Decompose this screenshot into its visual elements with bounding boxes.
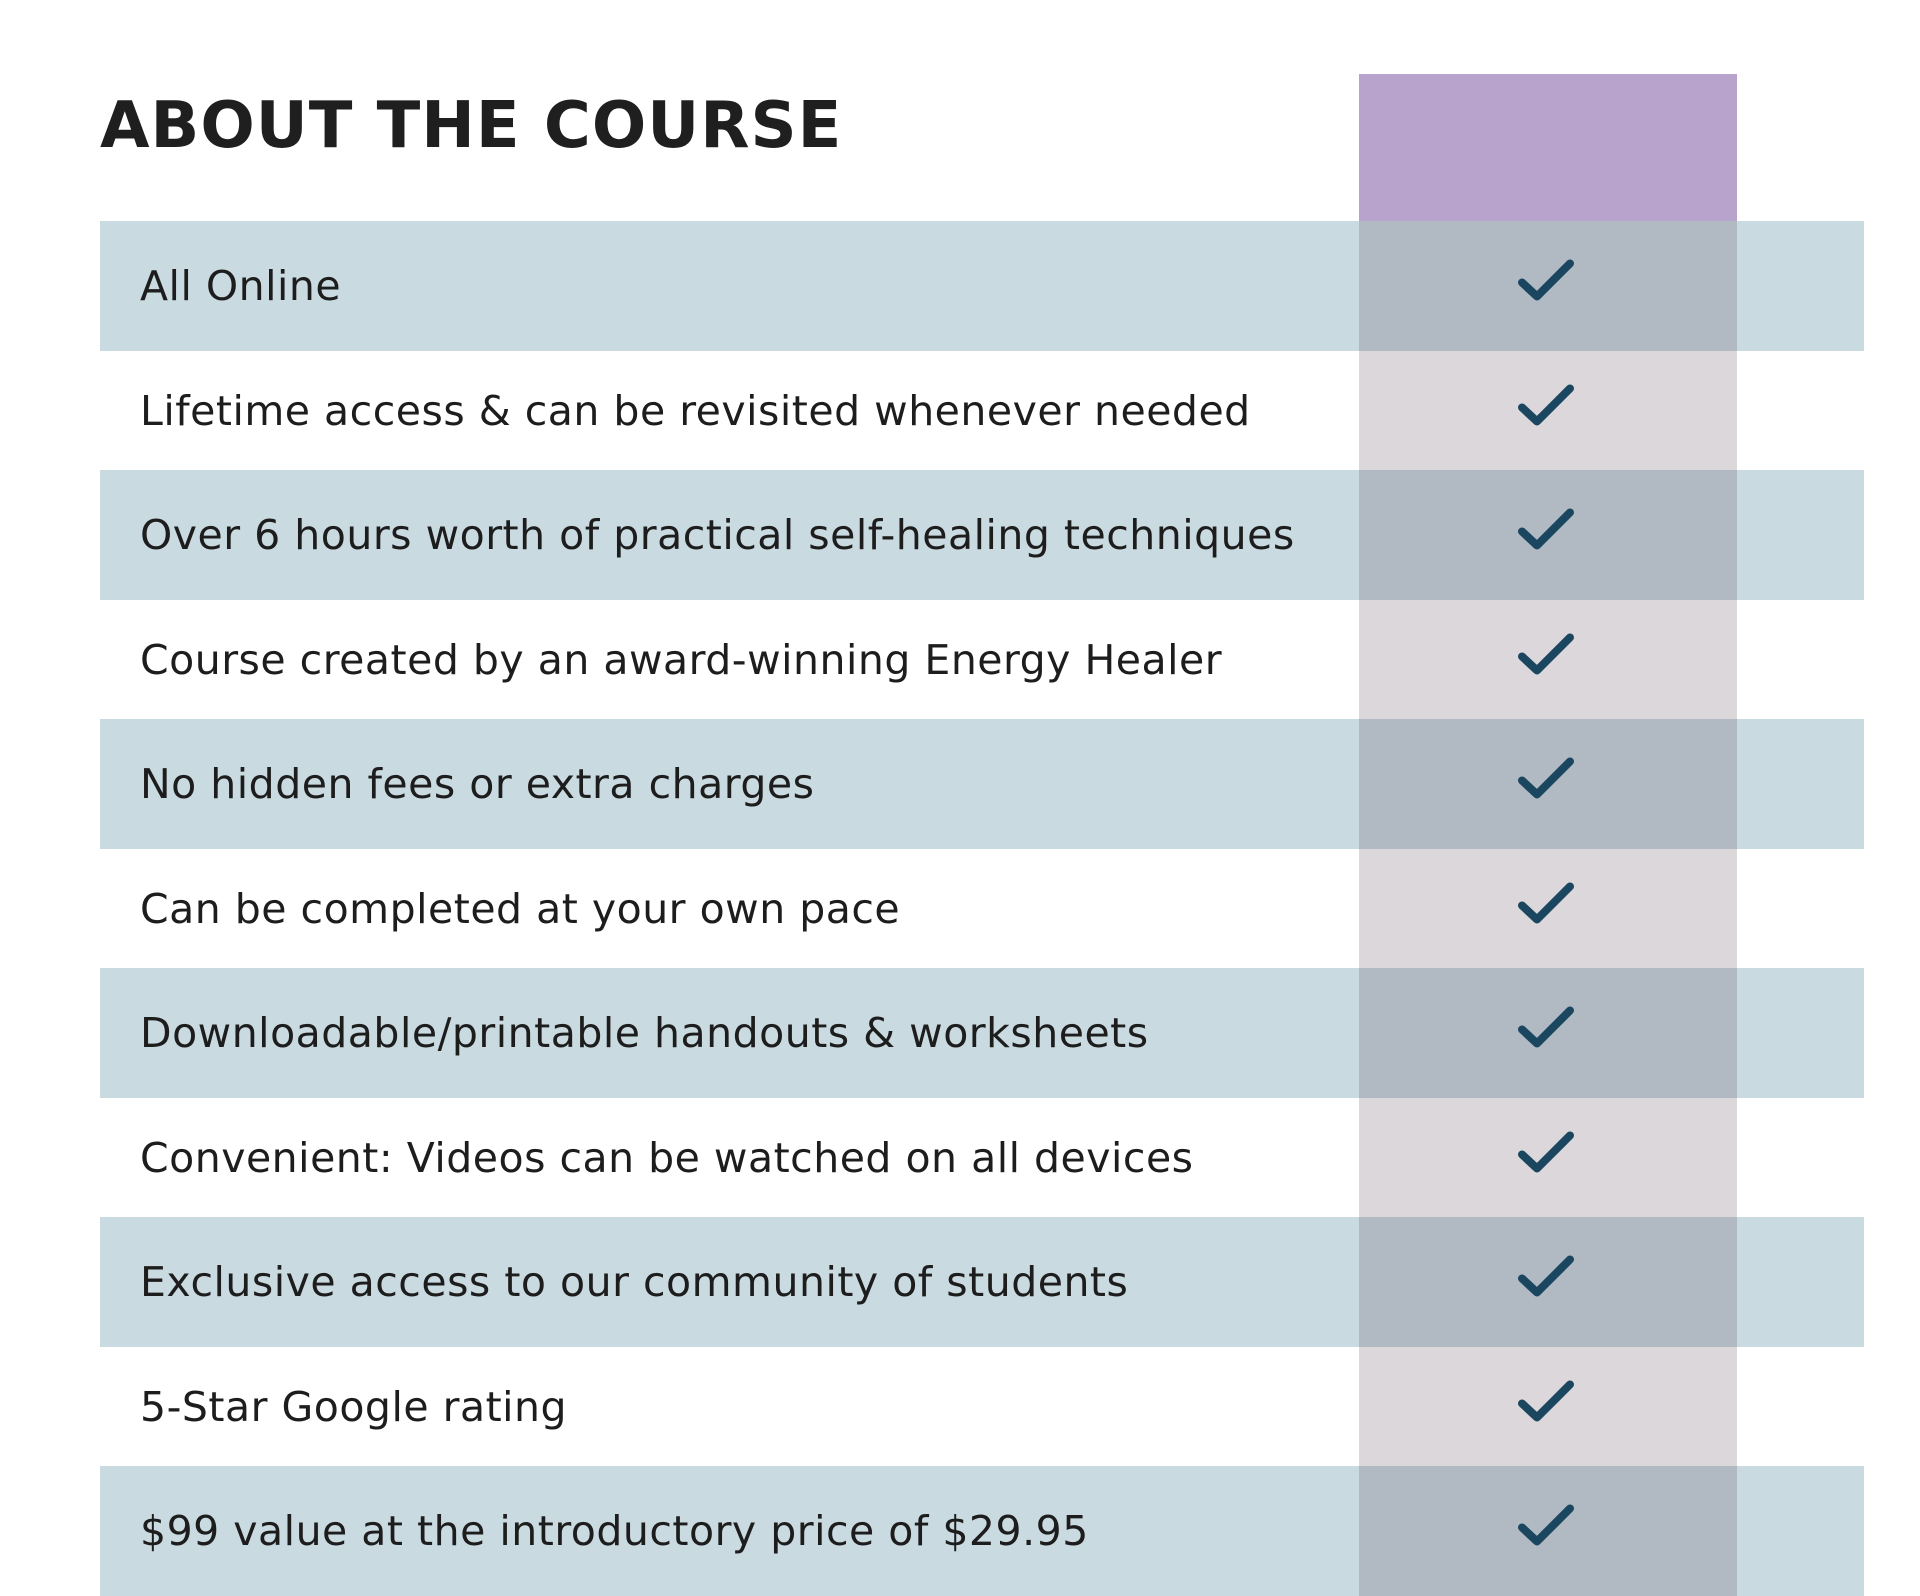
row-label: Convenient: Videos can be watched on all devices (140, 1133, 1194, 1182)
table-row (100, 1098, 1864, 1217)
table-row (100, 351, 1864, 470)
table-row (100, 719, 1864, 849)
feature-column-header (1359, 74, 1737, 221)
check-icon (1517, 1502, 1575, 1548)
row-label: 5-Star Google rating (140, 1382, 568, 1431)
check-cell (1359, 849, 1737, 968)
table-row (100, 1347, 1864, 1466)
check-icon (1517, 1004, 1575, 1050)
table-row (100, 1217, 1864, 1347)
row-label: All Online (140, 262, 342, 310)
check-cell (1359, 221, 1737, 351)
table-row (100, 600, 1864, 719)
check-cell (1359, 1347, 1737, 1466)
check-icon (1517, 257, 1575, 303)
check-icon (1517, 1129, 1575, 1175)
row-label: Can be completed at your own pace (140, 884, 901, 933)
table-row (100, 470, 1864, 600)
check-cell (1359, 1098, 1737, 1217)
table-row (100, 968, 1864, 1098)
check-cell (1359, 351, 1737, 470)
table-row (100, 849, 1864, 968)
page-title: ABOUT THE COURSE (100, 89, 843, 163)
check-cell (1359, 600, 1737, 719)
row-label: Downloadable/printable handouts & worksheets (140, 1009, 1149, 1057)
row-label: No hidden fees or extra charges (140, 760, 815, 808)
check-icon (1517, 1253, 1575, 1299)
row-label: Over 6 hours worth of practical self-healing techniques (140, 511, 1295, 559)
row-label: $99 value at the introductory price of $29.95 (140, 1507, 1089, 1555)
check-icon (1517, 755, 1575, 801)
check-icon (1517, 382, 1575, 428)
check-icon (1517, 506, 1575, 552)
table-row (100, 1466, 1864, 1596)
table-row (100, 221, 1864, 351)
check-cell (1359, 719, 1737, 849)
check-cell (1359, 1466, 1737, 1596)
features-table (100, 221, 1864, 1596)
check-icon (1517, 880, 1575, 926)
check-icon (1517, 631, 1575, 677)
row-label: Course created by an award-winning Energy Healer (140, 635, 1223, 684)
check-icon (1517, 1378, 1575, 1424)
check-cell (1359, 470, 1737, 600)
row-label: Lifetime access & can be revisited whenever needed (140, 386, 1251, 435)
row-label: Exclusive access to our community of students (140, 1258, 1129, 1306)
check-cell (1359, 968, 1737, 1098)
check-cell (1359, 1217, 1737, 1347)
